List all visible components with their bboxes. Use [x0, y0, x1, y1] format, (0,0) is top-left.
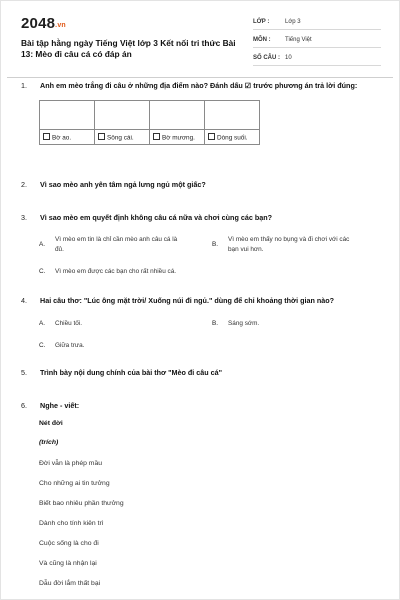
- option-label: Sông cái.: [107, 134, 134, 142]
- option-text-line: Vì mèo em tin là chỉ cần mèo anh câu cá là: [55, 236, 178, 243]
- q4-option-c[interactable]: [39, 341, 199, 351]
- question-text: Hai câu thơ: "Lúc ông mặt trời/ Xuống núi đi ngủ." dùng để chỉ khoảng thời gian nào?: [40, 296, 335, 305]
- question-number: 4.: [21, 296, 27, 305]
- table-cell: [40, 101, 95, 130]
- option-letter: C.: [39, 268, 46, 275]
- meta-key-grade: LỚP :: [253, 19, 270, 25]
- option-label: Dòng suối.: [217, 134, 248, 142]
- option-label: Bờ ao.: [52, 134, 72, 142]
- poem-note: (trích): [39, 439, 59, 446]
- question-text: Trình bày nội dung chính của bài thơ "Mèo đi câu cá": [40, 368, 223, 377]
- logo-suffix: .vn: [55, 22, 66, 29]
- question-number: 3.: [21, 213, 27, 222]
- option-text-line: bạn vui hơn.: [228, 246, 264, 253]
- meta-key-count: SỐ CÂU :: [253, 55, 280, 61]
- meta-value-grade: Lớp 3: [285, 19, 301, 25]
- logo-main: 2048: [21, 15, 56, 32]
- question-text: Anh em mèo trắng đi câu ở những địa điểm nào? Đánh dấu ☑ trước phương án trả lời đúng:: [40, 81, 358, 90]
- option-cell[interactable]: [150, 130, 205, 145]
- option-text: Chiều tối.: [55, 320, 82, 327]
- option-letter: A.: [39, 241, 46, 248]
- poem-line: Dành cho tính kiên trì: [39, 520, 104, 527]
- meta-row-subject: [253, 33, 381, 48]
- option-letter: A.: [39, 320, 46, 327]
- option-cell[interactable]: [205, 130, 260, 145]
- meta-value-count: 10: [285, 55, 292, 61]
- q4-option-a[interactable]: [39, 319, 199, 329]
- poem-line: Cho những ai tin tưởng: [39, 480, 110, 487]
- poem-title: Nét đời: [39, 420, 63, 427]
- poem-line: Dẫu đời lắm thất bại: [39, 580, 101, 587]
- meta-row-grade: [253, 15, 381, 30]
- option-text: Giữa trưa.: [55, 342, 85, 349]
- option-text-line: đủ.: [55, 246, 64, 253]
- question-number: 5.: [21, 368, 27, 377]
- meta-row-count: [253, 51, 381, 66]
- checkbox-icon[interactable]: [208, 133, 215, 140]
- table-cell: [205, 101, 260, 130]
- question-text: Vì sao mèo em quyết định không câu cá nữa và chơi cùng các bạn?: [40, 213, 272, 222]
- option-letter: B.: [212, 320, 219, 327]
- poem-line: Biết bao nhiêu phần thưởng: [39, 500, 124, 507]
- page-title: Bài tập hằng ngày Tiếng Việt lớp 3 Kết nối tri thức Bài 13: Mèo đi câu cá có đáp án: [21, 38, 236, 59]
- meta-value-subject: Tiếng Việt: [285, 37, 312, 43]
- poem-line: Cuộc sống là cho đi: [39, 540, 99, 547]
- checkbox-icon[interactable]: [98, 133, 105, 140]
- table-cell: [95, 101, 150, 130]
- question-text: Vì sao mèo anh yên tâm ngả lưng ngủ một giấc?: [40, 180, 206, 189]
- q3-option-c[interactable]: [39, 267, 339, 277]
- checkbox-icon[interactable]: [153, 133, 160, 140]
- poem-line: Đời vẫn là phép mầu: [39, 460, 103, 467]
- header-divider: [7, 77, 393, 78]
- option-letter: C.: [39, 342, 46, 349]
- q1-answer-table: [39, 100, 260, 145]
- q3-option-a[interactable]: [39, 235, 209, 257]
- question-text: Nghe - viết:: [40, 401, 80, 410]
- question-number: 1.: [21, 81, 27, 90]
- question-number: 2.: [21, 180, 27, 189]
- poem-line: Và cũng là nhận lại: [39, 560, 97, 567]
- table-cell: [150, 101, 205, 130]
- question-number: 6.: [21, 401, 27, 410]
- header: [1, 1, 399, 75]
- meta-key-subject: MÔN :: [253, 37, 271, 43]
- option-text-line: Vì mèo em thấy no bụng và đi chơi với các: [228, 236, 350, 243]
- option-cell[interactable]: [95, 130, 150, 145]
- meta-info: [253, 15, 381, 69]
- option-cell[interactable]: [40, 130, 95, 145]
- checkbox-icon[interactable]: [43, 133, 50, 140]
- q3-option-b[interactable]: [212, 235, 382, 257]
- option-label: Bờ mương.: [162, 134, 195, 142]
- q4-option-b[interactable]: [212, 319, 372, 329]
- option-text: Sáng sớm.: [228, 320, 260, 327]
- option-letter: B.: [212, 241, 219, 248]
- option-text: Vì mèo em được các bạn cho rất nhiều cá.: [55, 268, 177, 275]
